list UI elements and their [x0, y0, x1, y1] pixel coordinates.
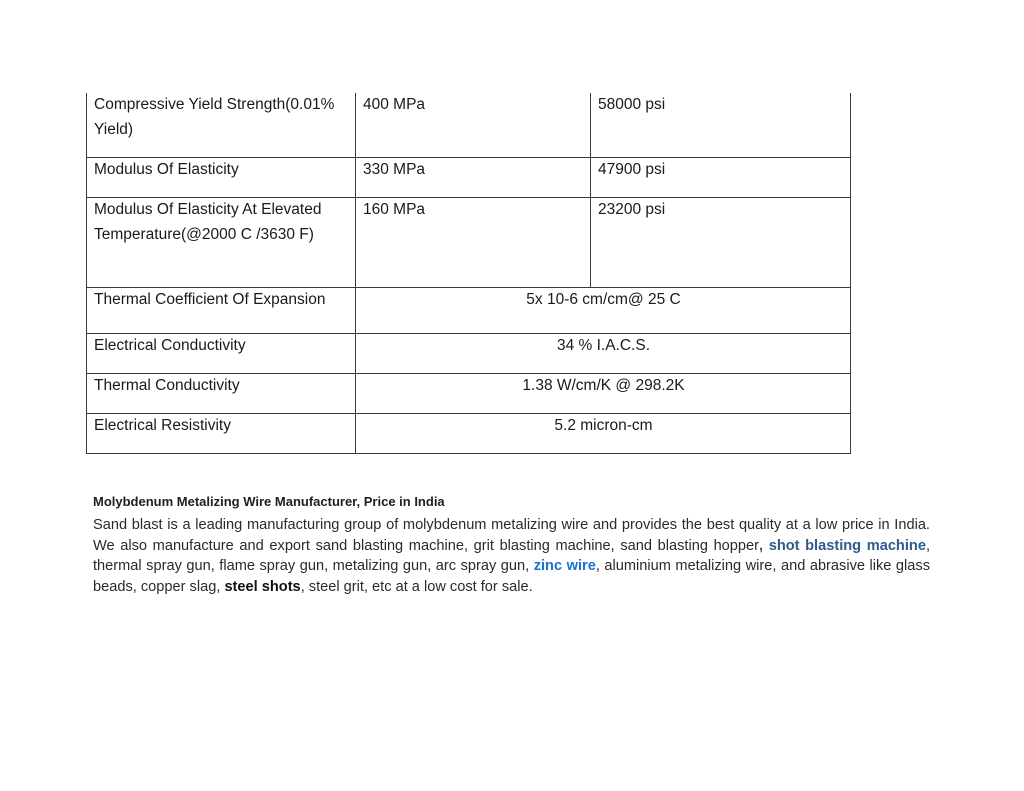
imperial-value-cell [591, 93, 851, 157]
merged-value: 5x 10-6 cm/cm@ 25 C [526, 290, 681, 308]
shot-blasting-machine-link[interactable]: , shot blasting machine [759, 537, 926, 554]
property-label: Thermal Coefficient Of Expansion [94, 290, 326, 308]
property-cell [87, 93, 356, 157]
merged-value: 1.38 W/cm/K @ 298.2K [522, 376, 685, 394]
imperial-value: 47900 psi [598, 160, 666, 178]
paragraph-text: , thermal spray gun, flame spray gun, metalizing gun, arc spray gun, [93, 537, 930, 575]
merged-value: 34 % I.A.C.S. [556, 336, 651, 354]
merged-value-cell [356, 373, 851, 413]
metric-value-cell [356, 93, 591, 157]
table-row [87, 287, 851, 333]
metric-value: 160 MPa [363, 200, 426, 218]
table-row [87, 93, 851, 157]
imperial-value-cell [591, 157, 851, 197]
property-label: Thermal Conductivity [94, 376, 240, 394]
merged-value: 5.2 micron-cm [554, 416, 653, 434]
property-cell [87, 287, 356, 333]
property-cell [87, 157, 356, 197]
property-cell [87, 373, 356, 413]
imperial-value: 23200 psi [598, 200, 666, 218]
paragraph-text: , aluminium metalizing wire, and abrasive like glass beads, copper slag, [93, 558, 930, 596]
property-label: Modulus Of Elasticity At Elevated Temperature(@2000 C /3630 F) [94, 200, 322, 243]
steel-shots-bold-text: steel shots [224, 579, 301, 596]
table-row [87, 413, 851, 453]
section-paragraph [93, 515, 930, 598]
property-cell [87, 413, 356, 453]
merged-value-cell [356, 413, 851, 453]
table-row [87, 373, 851, 413]
section-heading: Molybdenum Metalizing Wire Manufacturer, Price in India [93, 494, 445, 509]
merged-value-cell [356, 287, 851, 333]
property-cell [87, 333, 356, 373]
imperial-value: 58000 psi [598, 96, 666, 113]
property-label: Modulus Of Elasticity [94, 160, 239, 178]
merged-value-cell [356, 333, 851, 373]
table-row [87, 157, 851, 197]
imperial-value-cell [591, 197, 851, 287]
paragraph-text: Sand blast is a leading manufacturing group of molybdenum metalizing wire and provides the best quality at a low price in India. We also manufacture and export sand blasting machine, grit blasting machine, sand blasting hopper [93, 517, 930, 554]
metric-value: 400 MPa [363, 96, 426, 113]
table-row [87, 333, 851, 373]
property-cell [87, 197, 356, 287]
paragraph-text: , steel grit, etc at a low cost for sale. [300, 579, 533, 596]
property-label: Compressive Yield Strength(0.01% Yield) [94, 96, 335, 138]
table-row [87, 197, 851, 287]
property-label: Electrical Conductivity [94, 336, 246, 354]
metric-value-cell [356, 197, 591, 287]
metric-value: 330 MPa [363, 160, 426, 178]
zinc-wire-link[interactable]: zinc wire [533, 558, 596, 575]
properties-table [86, 93, 851, 454]
property-label: Electrical Resistivity [94, 416, 231, 434]
metric-value-cell [356, 157, 591, 197]
